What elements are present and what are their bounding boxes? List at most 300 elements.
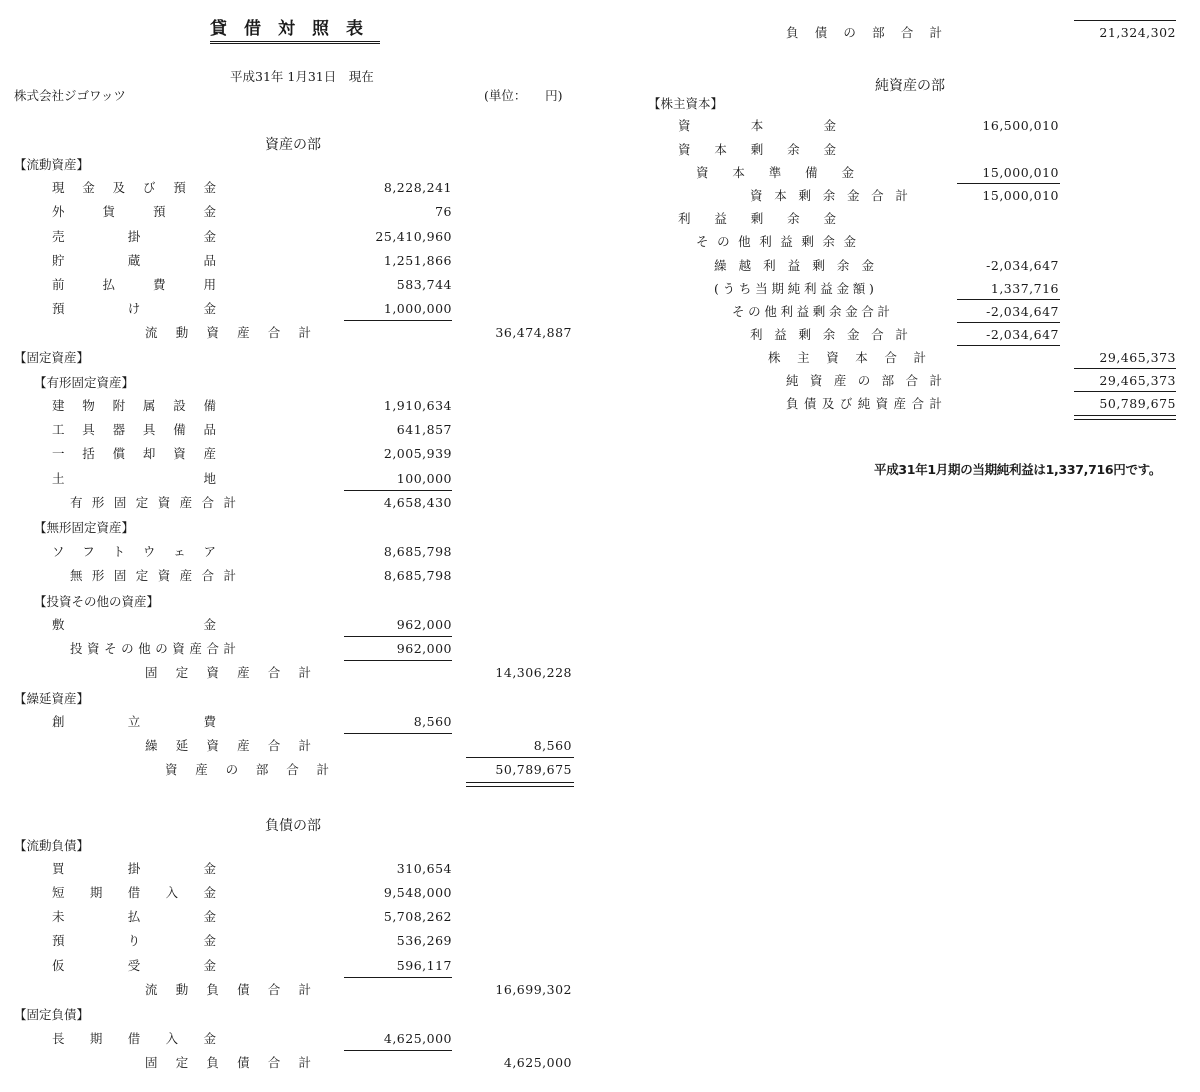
subtotal-value: 15,000,010 [982,188,1059,203]
subtotal-label [70,494,236,512]
label-char: 資 [206,738,219,753]
label-char: 立 [127,714,141,729]
net-assets-heading: 純資産の部 [875,78,945,94]
total-row [0,761,600,779]
asset-row [0,276,600,294]
subtotal-value: -2,034,647 [986,327,1059,342]
label-char: 資 [678,118,691,133]
subtotal-label [145,737,311,755]
label-char: 余 [836,258,850,273]
label-char: 本 [855,350,868,365]
label-char: 括 [82,446,95,461]
label-char: 金 [823,211,836,226]
subtotal-value: 962,000 [396,641,452,656]
label-char: 本 [732,165,745,180]
liability-value: 4,625,000 [383,1031,452,1046]
label-char: そ [104,641,117,656]
label-char: 金 [203,301,216,316]
subtotal-rule [957,183,1060,184]
label-char: ェ [173,544,186,559]
subtotal-row [0,664,600,682]
label-char: 形 [91,568,105,583]
label-char: 金 [846,188,860,203]
label-char: 入 [165,1031,179,1046]
equity-label [678,117,836,135]
label-char: 仮 [52,958,65,973]
label-char: 金 [861,258,874,273]
label-char: 前 [52,277,65,292]
total-value: 50,789,675 [1099,396,1176,411]
asset-row [0,445,600,463]
label-char: 地 [203,471,216,486]
label-char: 剰 [812,304,826,319]
label-char: 合 [286,762,299,777]
subtotal-value: 16,699,302 [495,982,572,997]
label-char: 資 [206,325,219,340]
fixed-liabilities-category: 【固定負債】 [14,1007,90,1022]
label-char: 利 [759,234,772,249]
label-char: ア [203,544,216,559]
label-char: 本 [774,188,787,203]
label-char: 産 [237,738,250,753]
label-char: 金 [203,861,216,876]
label-char: 合 [267,1055,281,1070]
label-char: 蔵 [127,253,141,268]
label-char: 金 [203,180,216,195]
label-char: 備 [805,165,818,180]
equity-row [600,141,1200,159]
label-char: 外 [52,204,65,219]
liability-label [52,884,216,902]
label-char: 産 [179,568,193,583]
label-char: 主 [797,350,810,365]
label-char: の [225,762,239,777]
label-char: 計 [929,25,942,40]
label-char: 売 [52,229,65,244]
label-char: 計 [913,350,926,365]
label-char: 金 [203,617,216,632]
liability-label [52,908,216,926]
label-char: 金 [845,304,858,319]
liability-label [52,957,216,975]
label-char: 合 [871,327,884,342]
label-char: 動 [175,982,189,997]
subtotal-rule [344,636,452,637]
label-char: 品 [203,422,216,437]
label-char: 資 [157,568,171,583]
label-char: 計 [223,495,236,510]
asset-label [52,397,216,415]
total-rule [1074,391,1176,392]
label-char: 固 [145,1055,158,1070]
label-char: 剰 [750,211,764,226]
liability-row [0,860,600,878]
label-char: 借 [127,1031,141,1046]
label-char: 投 [70,641,83,656]
label-char: 金 [843,234,856,249]
net-income-note: 平成31年1月期の当期純利益は1,337,716円です。 [874,462,1162,477]
label-char: 合 [871,188,884,203]
label-char: 資 [165,762,178,777]
subtotal-label [145,664,311,682]
label-char: 及 [821,396,835,411]
label-char: ち [738,281,752,296]
asset-label [52,543,216,561]
label-char: 株 [768,350,781,365]
label-char: 合 [911,396,924,411]
label-char: 部 [881,373,895,388]
liability-label [52,860,216,878]
label-char: 合 [201,568,215,583]
label-char: 益 [787,258,801,273]
label-char: の [121,641,134,656]
label-char: 余 [822,188,836,203]
label-char: 金 [203,1031,216,1046]
label-char: 負 [786,396,799,411]
subtotal-value: 4,625,000 [503,1055,572,1070]
label-char: 産 [893,396,907,411]
label-char: 額 [852,281,866,296]
total-label [786,395,942,413]
double-rule [466,782,574,787]
subtotal-row [600,187,1200,205]
shareholders-equity-category: 【株主資本】 [648,96,724,111]
label-char: 合 [900,25,914,40]
label-char: 属 [142,398,156,413]
label-char: 資 [157,495,171,510]
label-char: 入 [165,885,179,900]
label-char: 金 [203,958,216,973]
subtotal-value: 14,306,228 [495,665,572,680]
subtotal-rule [344,1050,452,1051]
label-char: 現 [52,180,65,195]
label-char: 部 [872,25,885,40]
label-char: 備 [203,398,216,413]
label-char: 費 [203,714,216,729]
label-char: 益 [714,211,727,226]
label-char: 債 [237,1055,250,1070]
equity-value: 1,337,716 [990,281,1059,296]
equity-label [678,141,836,159]
asset-label [52,276,216,294]
asset-row [0,713,600,731]
label-char: 未 [52,909,65,924]
label-char: 合 [267,738,281,753]
label-char: 産 [203,446,216,461]
label-char: 合 [884,350,897,365]
label-char: 金 [203,204,216,219]
subtotal-row [600,349,1200,367]
label-char: 資 [173,446,186,461]
label-char: 備 [173,422,186,437]
label-char: 金 [846,327,860,342]
label-char: 固 [145,665,158,680]
label-char: 期 [89,885,103,900]
subtotal-row [0,737,600,755]
total-row [600,395,1200,413]
label-char: 貯 [52,253,65,268]
double-rule [1074,415,1176,420]
liability-row [0,957,600,975]
liability-value: 596,117 [396,958,452,973]
subtotal-value: -2,034,647 [986,304,1059,319]
label-char: の [857,373,871,388]
label-char: 土 [52,471,65,486]
liability-row [0,932,600,950]
label-char: 合 [206,641,219,656]
label-char: 債 [237,982,250,997]
label-char: 具 [142,422,156,437]
label-char: フ [82,544,95,559]
total-rule [466,757,574,758]
asset-label [52,713,216,731]
current-assets-category: 【流動資産】 [14,157,90,172]
total-label [165,761,329,779]
label-char: 資 [206,665,219,680]
label-char: 有 [70,495,83,510]
label-char: 期 [771,281,784,296]
equity-label [714,280,874,298]
subtotal-row [0,981,600,999]
subtotal-rule [344,490,452,491]
page-title: 貸借対照表 [210,18,380,44]
label-char: り [127,933,141,948]
label-char: 定 [135,495,149,510]
asset-label [52,470,216,488]
equity-label [678,210,836,228]
subtotal-label [750,326,908,344]
subtotal-label [145,324,311,342]
label-char: び [142,180,156,195]
subtotal-row [0,640,600,658]
label-char: 剰 [798,327,811,342]
label-char: 計 [929,373,942,388]
label-char: 却 [142,446,156,461]
label-char: 附 [112,398,126,413]
asset-row [0,252,600,270]
label-char: 剰 [798,188,811,203]
label-char: 金 [823,142,836,157]
subtotal-label [70,567,236,585]
intangible-category: 【無形固定資産】 [34,520,135,535]
asset-value: 2,005,939 [383,446,452,461]
label-char: 利 [763,258,776,273]
label-char: 計 [929,396,942,411]
label-char: 計 [877,304,890,319]
asset-value: 1,251,866 [383,253,452,268]
label-char: 期 [89,1031,103,1046]
label-char: 合 [267,325,281,340]
label-char: 費 [152,277,166,292]
asset-label [52,179,216,197]
liability-row [0,1030,600,1048]
label-char: 定 [175,665,189,680]
subtotal-rule [957,322,1060,323]
asset-label [52,203,216,221]
label-char: 準 [768,165,782,180]
equity-label [696,233,856,251]
label-char: 余 [787,142,800,157]
asset-row [0,300,600,318]
total-row [600,24,1200,42]
subtotal-row [0,567,600,585]
liability-value: 310,654 [396,861,452,876]
asset-label [52,228,216,246]
label-char: 部 [255,762,269,777]
label-char: 純 [786,373,799,388]
asset-value: 962,000 [396,617,452,632]
label-char: の [748,304,761,319]
label-char: 金 [203,933,216,948]
label-char: 他 [764,304,777,319]
label-char: 定 [135,568,149,583]
subtotal-value: 36,474,887 [495,325,572,340]
label-char: 産 [195,762,208,777]
label-char: 計 [298,1055,311,1070]
label-char: 貨 [102,204,115,219]
unit-label: (単位： 円) [484,88,563,103]
label-char: 純 [857,396,871,411]
label-char: 払 [102,277,115,292]
label-char: 品 [203,253,216,268]
asset-label [52,252,216,270]
subtotal-label [70,640,236,658]
label-char: 負 [206,1055,219,1070]
label-char: 合 [267,982,281,997]
fixed-assets-category: 【固定資産】 [14,350,90,365]
asset-value: 641,857 [396,422,452,437]
label-char: 当 [755,281,768,296]
deferred-assets-category: 【繰延資産】 [14,691,90,706]
label-char: 負 [206,982,219,997]
label-char: 他 [738,234,751,249]
equity-row [600,257,1200,275]
label-char: 産 [189,641,202,656]
liability-value: 9,548,000 [383,885,452,900]
total-label [786,372,942,390]
label-char: 形 [91,495,105,510]
subtotal-rule [344,977,452,978]
asset-value: 8,685,798 [383,544,452,559]
asset-value: 583,744 [396,277,452,292]
label-char: そ [696,234,709,249]
asset-value: 8,560 [413,714,452,729]
label-char: 計 [298,325,311,340]
label-char: 利 [780,304,793,319]
subtotal-value: 8,685,798 [383,568,452,583]
company-name: 株式会社ジゴワッツ [14,88,126,103]
label-char: 掛 [127,861,141,876]
label-char: 本 [750,118,764,133]
label-char: 剰 [812,258,825,273]
asset-row [0,470,600,488]
label-char: 繰 [145,738,158,753]
label-char: 敷 [52,617,65,632]
label-char: 資 [696,165,709,180]
label-char: 合 [267,665,281,680]
asset-row [0,616,600,634]
subtotal-row [0,324,600,342]
label-char: ( [714,281,719,296]
label-char: 創 [52,714,65,729]
asset-value: 1,910,634 [383,398,452,413]
subtotal-row [0,494,600,512]
subtotal-value: 4,658,430 [383,495,452,510]
label-char: 延 [175,738,189,753]
label-char: 資 [809,373,823,388]
label-char: 具 [82,422,95,437]
label-char: 金 [203,229,216,244]
label-char: 流 [145,982,158,997]
current-liabilities-category: 【流動負債】 [14,838,90,853]
label-char: 計 [223,641,236,656]
label-char: 計 [316,762,329,777]
label-char: 計 [298,665,311,680]
label-char: 預 [52,301,65,316]
liability-row [0,884,600,902]
label-char: う [722,281,736,296]
label-char: 剰 [801,234,814,249]
label-char: 利 [750,327,763,342]
subtotal-row [0,1054,600,1072]
label-char: 資 [750,188,763,203]
subtotal-label [145,981,311,999]
label-char: 利 [678,211,691,226]
equity-row [600,280,1200,298]
investments-category: 【投資その他の資産】 [34,594,160,609]
equity-value: 15,000,010 [982,165,1059,180]
asset-label [52,616,216,634]
label-char: 工 [52,422,65,437]
label-char: 負 [786,25,799,40]
label-char: 産 [237,325,250,340]
label-char: 計 [298,982,311,997]
label-char: ウ [142,544,156,559]
liability-label [52,932,216,950]
liability-value: 5,708,262 [383,909,452,924]
label-char: 他 [138,641,151,656]
subtotal-rule [344,320,452,321]
label-char: 本 [714,142,727,157]
label-char: 用 [203,277,216,292]
label-char: 余 [787,211,800,226]
label-char: 買 [52,861,65,876]
label-char: 払 [127,909,141,924]
label-char: 定 [175,1055,189,1070]
tangible-category: 【有形固定資産】 [34,375,135,390]
equity-value: 16,500,010 [982,118,1059,133]
label-char: 計 [298,738,311,753]
label-char: 資 [87,641,100,656]
label-char: 合 [861,304,874,319]
label-char: 建 [52,398,65,413]
label-char: 余 [828,304,842,319]
subtotal-rule [957,345,1060,346]
subtotal-label [732,303,890,321]
total-rule [1074,20,1176,21]
label-char: 金 [841,165,854,180]
asset-row [0,228,600,246]
subtotal-rule [344,733,452,734]
label-char: 金 [823,118,836,133]
total-value: 21,324,302 [1099,25,1176,40]
total-label [786,24,942,42]
label-char: の [717,234,730,249]
label-char: 固 [113,568,127,583]
equity-row [600,117,1200,135]
asset-label [52,445,216,463]
subtotal-rule [957,299,1060,300]
